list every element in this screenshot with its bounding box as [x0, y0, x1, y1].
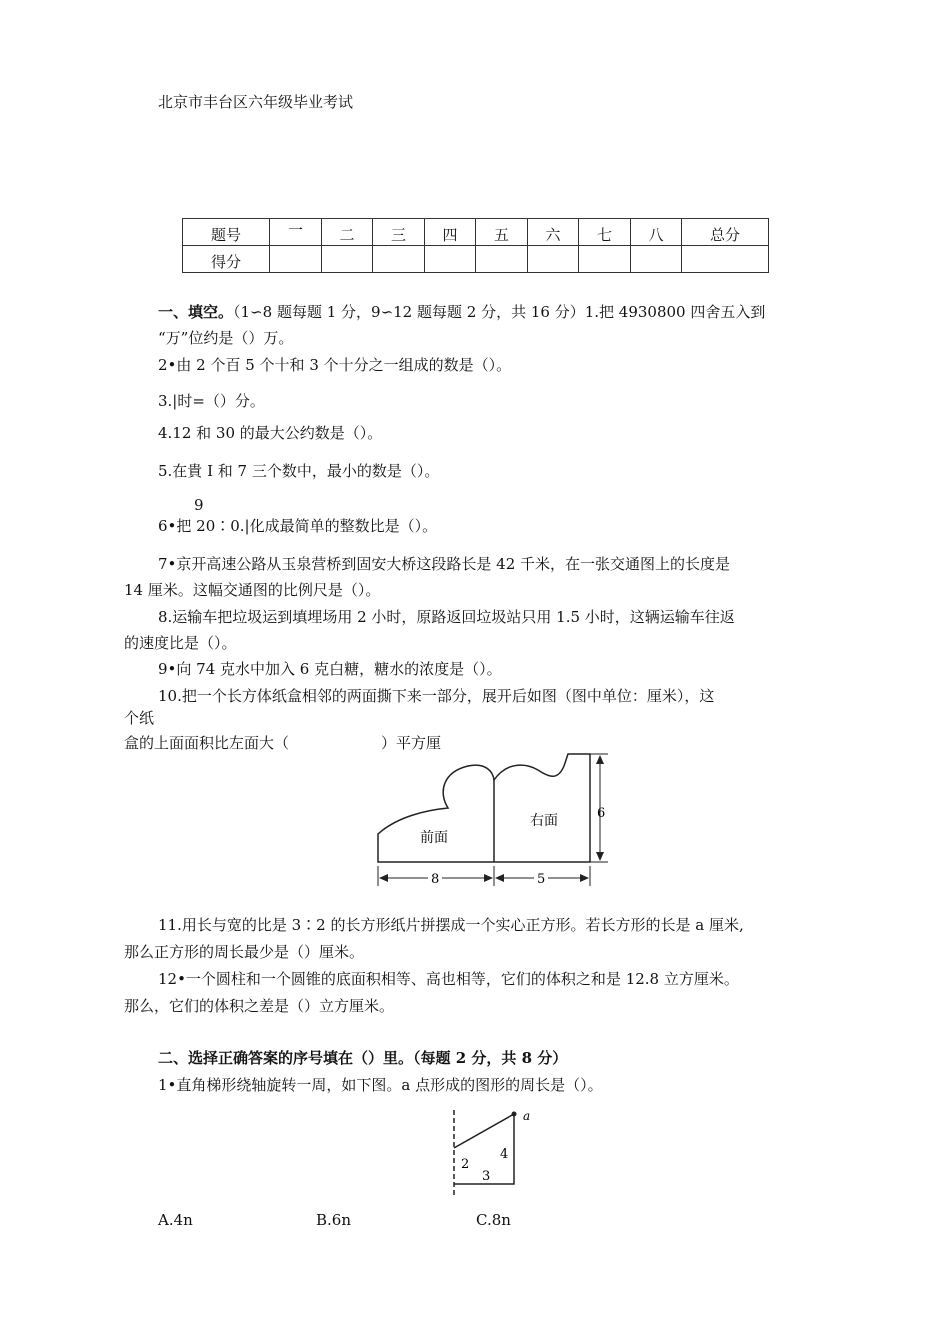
table-cell: 五: [476, 219, 528, 246]
option-b[interactable]: B.6n: [316, 1211, 351, 1229]
table-cell: 二: [322, 219, 373, 246]
q1-part1: 1.把 4930800 四舍五入到: [584, 303, 766, 321]
doc-title: 北京市丰台区六年级毕业考试: [158, 93, 354, 111]
q11-line2: 那么正方形的周长最少是（）厘米。: [124, 943, 365, 961]
q3: 3.|时=（）分。: [158, 392, 265, 410]
q1-part2: “万”位约是（）万。: [158, 329, 294, 347]
right-label: 右面: [530, 813, 558, 829]
score-cell[interactable]: [322, 246, 373, 273]
table-cell: 七: [579, 219, 631, 246]
s2-q1: 1•直角梯形绕轴旋转一周，如下图。a 点形成的图形的周长是（）。: [158, 1076, 603, 1094]
score-cell[interactable]: [425, 246, 476, 273]
option-a[interactable]: A.4n: [158, 1211, 193, 1229]
score-cell[interactable]: [631, 246, 682, 273]
q10-line3a: 盒的上面面积比左面大（: [124, 734, 290, 752]
table-cell: 题号: [183, 219, 270, 246]
score-cell[interactable]: [270, 246, 322, 273]
q11-line1: 11.用长与宽的比是 3∶2 的长方形纸片拼摆成一个实心正方形。若长方形的长是 a 厘米,: [158, 916, 744, 934]
section2-title: 二、选择正确答案的序号填在（）里。（每题 2 分，共 8 分）: [158, 1049, 568, 1067]
section1-note: （1∽8 题每题 1 分，9∽12 题每题 2 分，共 16 分）: [233, 303, 585, 321]
label-right: 4: [500, 1147, 509, 1162]
q12-line1: 12•一个圆柱和一个圆锥的底面积相等、高也相等，它们的体积之和是 12.8 立方厘米。: [158, 970, 739, 988]
table-cell: 四: [425, 219, 476, 246]
q5-sub: 9: [194, 496, 204, 514]
score-table-score-row: [183, 246, 769, 273]
front-label: 前面: [420, 830, 448, 846]
q7-line2: 14 厘米。这幅交通图的比例尺是（）。: [124, 581, 381, 599]
q8-line1: 8.运输车把垃圾运到填埋场用 2 小时，原路返回垃圾站只用 1.5 小时，这辆运输车往返: [158, 608, 735, 626]
score-table-header-row: [183, 219, 769, 246]
q7-line1: 7•京开高速公路从玉泉营桥到固安大桥这段路长是 42 千米，在一张交通图上的长度是: [158, 555, 731, 573]
box-net-outline: [378, 754, 590, 862]
score-cell[interactable]: [528, 246, 579, 273]
q6: 6•把 20∶0.|化成最简单的整数比是（）。: [158, 517, 438, 535]
right-width-label: 5: [537, 872, 546, 887]
table-cell: 八: [631, 219, 682, 246]
box-net-figure: [368, 752, 628, 892]
table-cell: 得分: [183, 246, 270, 273]
score-cell[interactable]: [476, 246, 528, 273]
score-cell[interactable]: [373, 246, 425, 273]
option-c[interactable]: C.8n: [476, 1211, 511, 1229]
table-cell: 一: [270, 219, 322, 246]
label-left: 2: [461, 1157, 470, 1172]
height-label: 6: [597, 806, 606, 821]
front-width-label: 8: [431, 872, 440, 887]
score-cell[interactable]: [579, 246, 631, 273]
trapezoid-figure: [440, 1104, 550, 1200]
table-cell: 六: [528, 219, 579, 246]
table-cell: 总分: [682, 219, 769, 246]
score-cell[interactable]: [682, 246, 769, 273]
q4: 4.12 和 30 的最大公约数是（）。: [158, 424, 383, 442]
q8-line2: 的速度比是（）。: [124, 634, 237, 652]
q12-line2: 那么，它们的体积之差是（）立方厘米。: [124, 997, 395, 1015]
label-a: a: [523, 1109, 531, 1123]
table-cell: 三: [373, 219, 425, 246]
q10-line3b: ）平方厘: [381, 734, 442, 752]
label-bottom: 3: [482, 1169, 491, 1184]
q10-line2: 个纸: [124, 709, 155, 727]
q2: 2•由 2 个百 5 个十和 3 个十分之一组成的数是（）。: [158, 356, 512, 374]
section1-header-line: [158, 302, 765, 322]
section1-title: 一、填空。: [158, 303, 234, 321]
q10-line1: 10.把一个长方体纸盒相邻的两面撕下来一部分，展开后如图（图中单位：厘米），这: [158, 687, 715, 705]
score-table: [182, 218, 769, 273]
q5: 5.在貴 I 和 7 三个数中，最小的数是（）。: [158, 462, 440, 480]
q9: 9•向 74 克水中加入 6 克白糖，糖水的浓度是（）。: [158, 660, 502, 678]
